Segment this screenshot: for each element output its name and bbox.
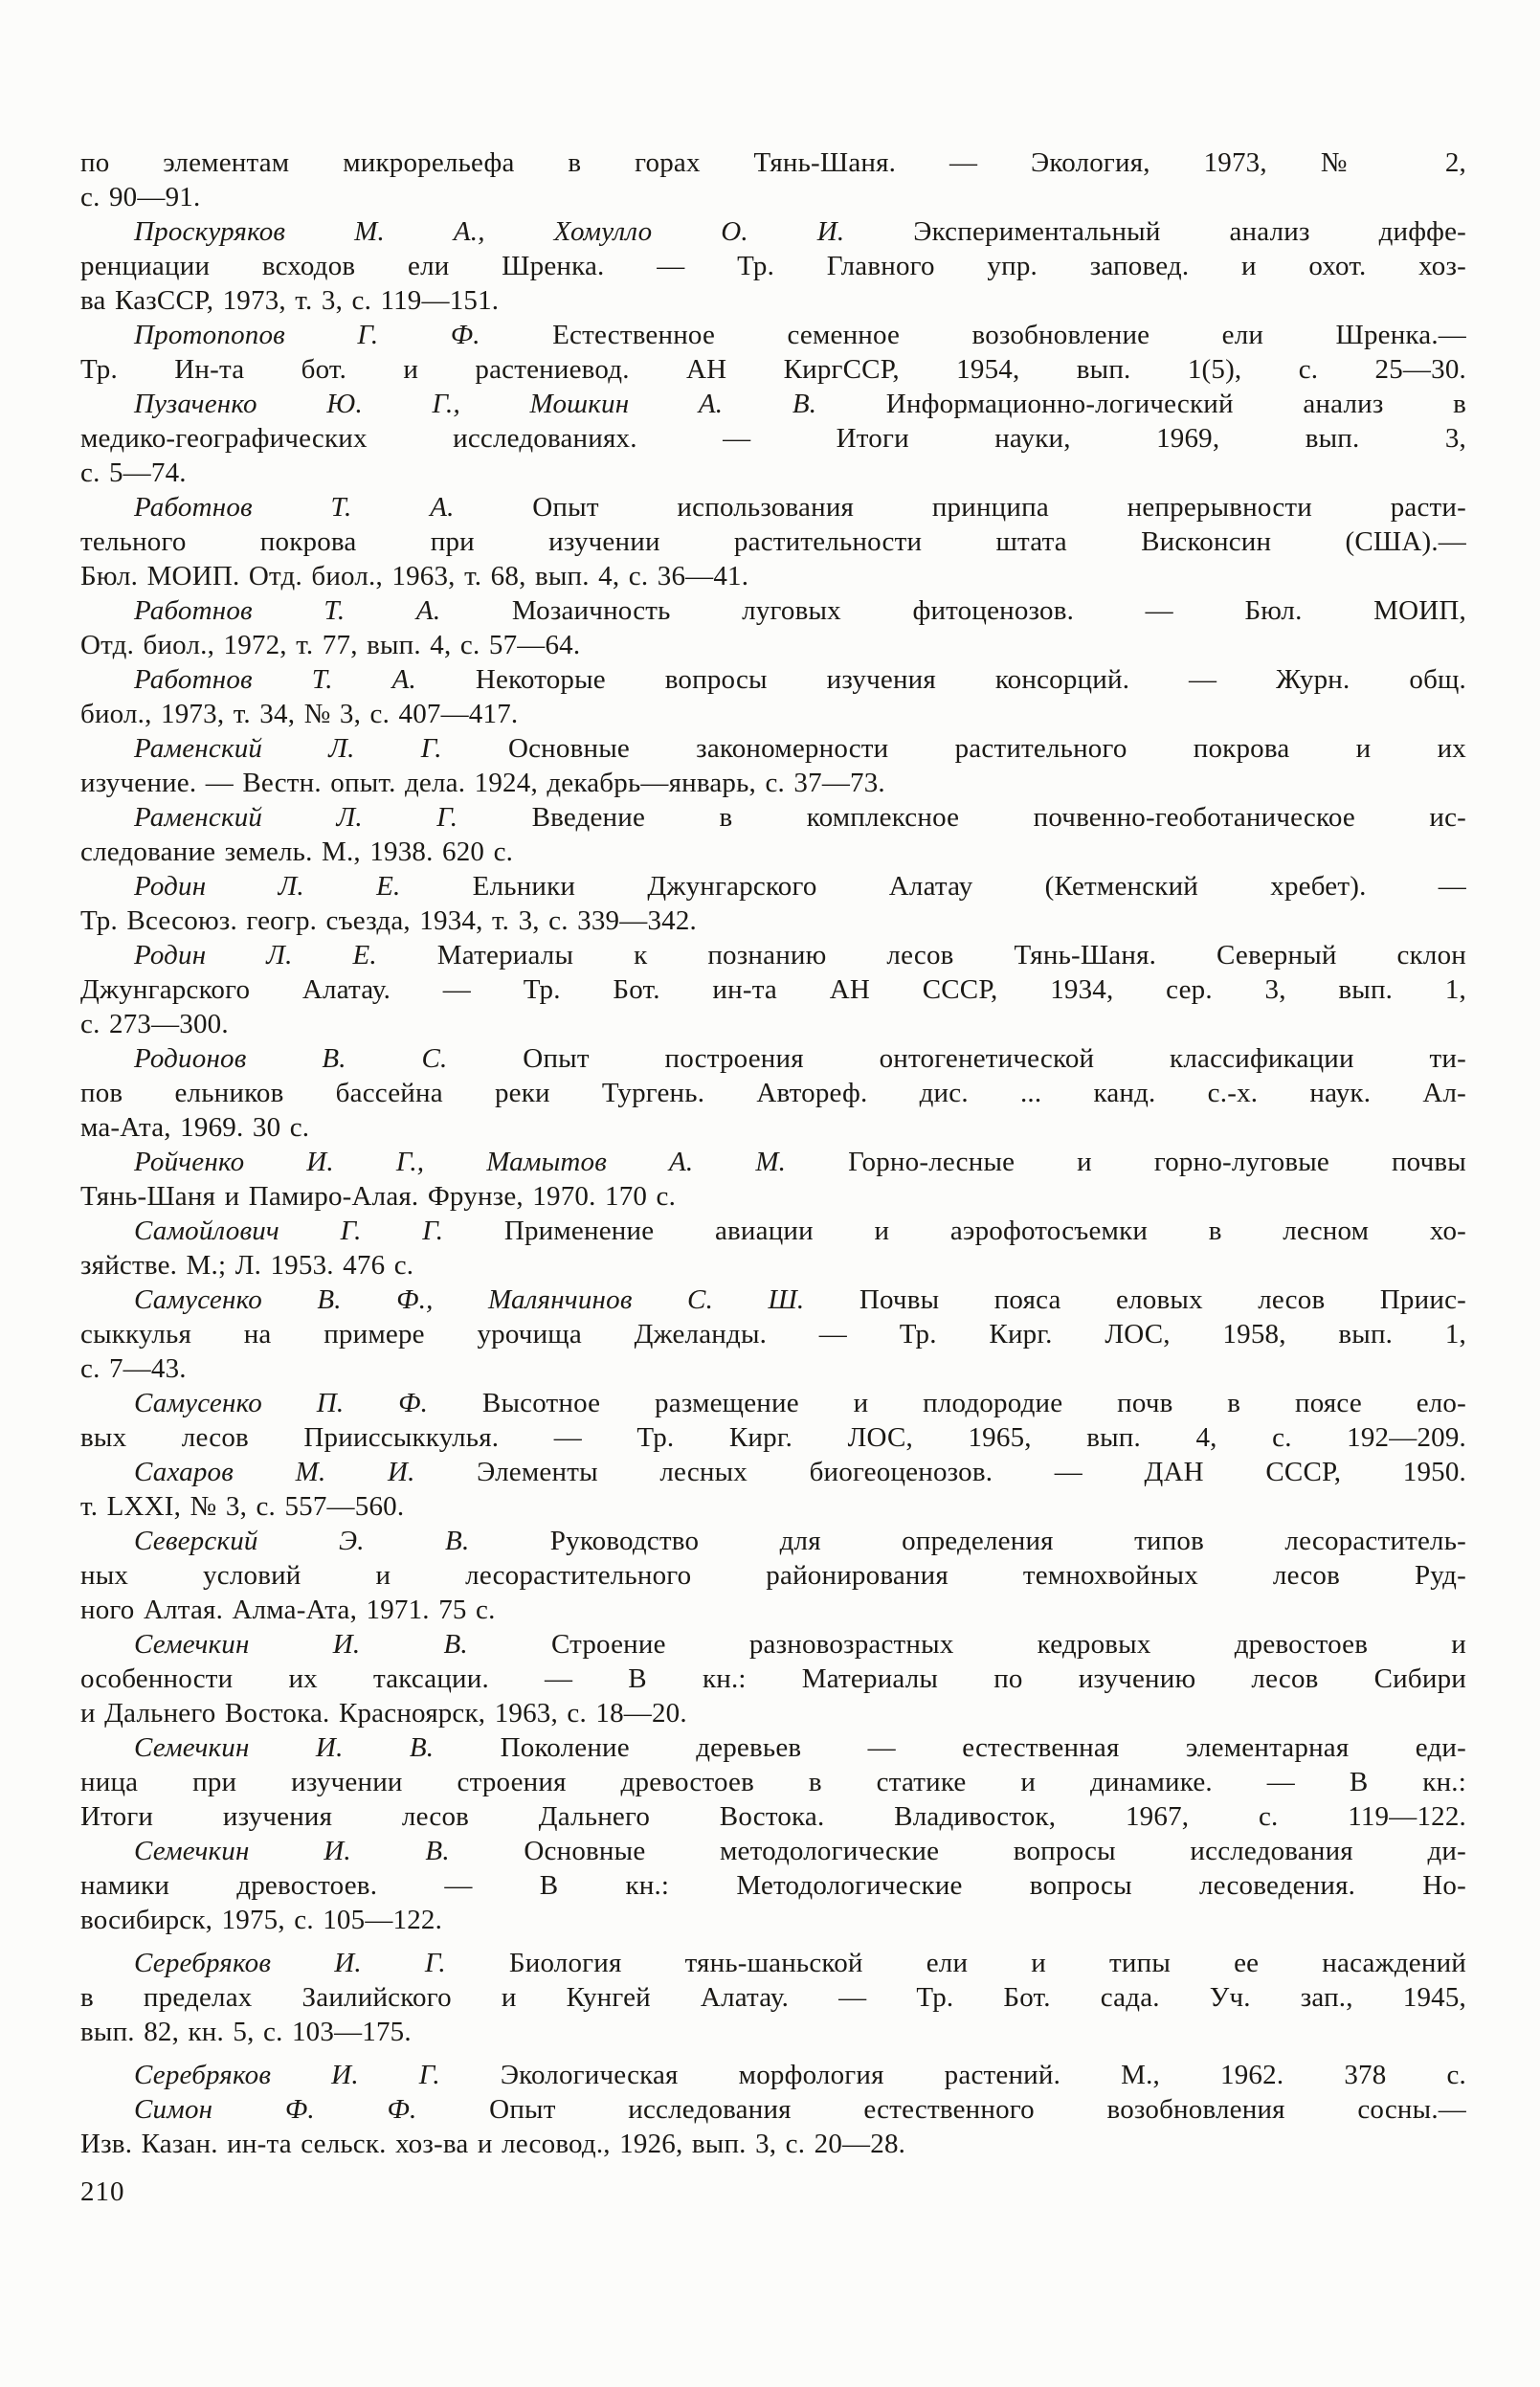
bib-line — [80, 1145, 1466, 1179]
entry-text: ных условий и лесорастительного районирования темнохвойных лесов Руд- — [80, 1560, 1466, 1591]
bib-line — [80, 1214, 1466, 1248]
author-name: Сахаров М. И. — [134, 1457, 415, 1487]
entry-text: Информационно-логический анализ в — [816, 389, 1466, 419]
entry-text: Элементы лесных биогеоценозов. — ДАН СССР, 1950. — [414, 1457, 1466, 1487]
bib-line — [80, 1799, 1466, 1834]
bib-entry — [80, 1834, 1466, 1937]
bib-line — [80, 249, 1466, 283]
bib-entry — [80, 1145, 1466, 1214]
bib-line — [80, 214, 1466, 249]
entry-text: Мозаичность луговых фитоценозов. — Бюл. МОИП, — [440, 595, 1466, 626]
entry-text: с. 5—74. — [80, 457, 187, 488]
entry-text: ница при изучении строения древостоев в статике и динамике. — В кн.: — [80, 1767, 1466, 1797]
entry-text: по элементам микрорельефа в горах Тянь-Шаня. — Экология, 1973, № 2, — [80, 147, 1466, 178]
author-name: Семечкин И. В. — [134, 1732, 435, 1763]
entry-text: Некоторые вопросы изучения консорций. — Журн. общ. — [415, 664, 1467, 695]
entry-text: пов ельников бассейна реки Тургень. Автореф. дис. ... канд. с.-х. наук. Ал- — [80, 1078, 1466, 1108]
bib-line — [80, 1868, 1466, 1903]
bib-line — [80, 697, 1466, 731]
bib-line — [80, 972, 1466, 1007]
bib-line — [80, 1007, 1466, 1041]
bib-line — [80, 1351, 1466, 1386]
bib-entry — [80, 869, 1466, 938]
entry-text: Бюл. МОИП. Отд. биол., 1963, т. 68, вып. 4, с. 36—41. — [80, 561, 749, 591]
bib-line — [80, 2127, 1466, 2161]
bib-line — [80, 1765, 1466, 1799]
entry-text: Естественное семенное возобновление ели Шренка.— — [480, 320, 1467, 350]
entry-text: Тр. Всесоюз. геогр. съезда, 1934, т. 3, с. 339—342. — [80, 905, 698, 936]
entry-text: биол., 1973, т. 34, № 3, с. 407—417. — [80, 699, 519, 729]
bib-entry — [80, 800, 1466, 869]
bib-line — [80, 2015, 1466, 2049]
bib-line — [80, 2058, 1466, 2092]
bib-entry — [80, 1214, 1466, 1283]
bib-line — [80, 283, 1466, 318]
entry-text: Опыт построения онтогенетической классификации ти- — [447, 1043, 1466, 1074]
entry-text: и Дальнего Востока. Красноярск, 1963, с. 18—20. — [80, 1698, 687, 1729]
bib-line — [80, 1627, 1466, 1662]
entry-text: ма-Ата, 1969. 30 с. — [80, 1112, 310, 1143]
bib-line — [80, 145, 1466, 180]
author-name: Родин Л. Е. — [134, 871, 401, 902]
bib-line — [80, 456, 1466, 490]
entry-text: с. 90—91. — [80, 182, 201, 212]
entry-text: Введение в комплексное почвенно-геоботаническое ис- — [458, 802, 1466, 833]
entry-text: Джунгарского Алатау. — Тр. Бот. ин-та АН СССР, 1934, сер. 3, вып. 1, — [80, 974, 1466, 1005]
entry-text: с. 273—300. — [80, 1009, 229, 1039]
bib-line — [80, 1696, 1466, 1730]
bib-line — [80, 421, 1466, 456]
bib-line — [80, 1558, 1466, 1593]
bib-line — [80, 1834, 1466, 1868]
author-name: Северский Э. В. — [134, 1526, 470, 1556]
bib-entry — [80, 1946, 1466, 2049]
bib-line — [80, 1980, 1466, 2015]
bib-line — [80, 1179, 1466, 1214]
bib-line — [80, 1593, 1466, 1627]
bib-entry — [80, 938, 1466, 1041]
bib-line — [80, 1076, 1466, 1110]
author-name: Ройченко И. Г., Мамытов А. М. — [134, 1147, 787, 1177]
entry-text: следование земель. М., 1938. 620 с. — [80, 837, 514, 867]
entry-text: в пределах Заилийского и Кунгей Алатау. — Тр. Бот. сада. Уч. зап., 1945, — [80, 1982, 1466, 2013]
entry-text: ренциации всходов ели Шренка. — Тр. Главного упр. заповед. и охот. хоз- — [80, 251, 1466, 281]
bib-entry — [80, 387, 1466, 490]
entry-text: вып. 82, кн. 5, с. 103—175. — [80, 2017, 412, 2047]
bib-line — [80, 1248, 1466, 1283]
entry-text: медико-географических исследованиях. — Итоги науки, 1969, вып. 3, — [80, 423, 1466, 454]
entry-text: ва КазССР, 1973, т. 3, с. 119—151. — [80, 285, 500, 316]
author-name: Работнов Т. А. — [134, 595, 441, 626]
bib-line — [80, 903, 1466, 938]
bib-entry — [80, 2092, 1466, 2161]
bib-line — [80, 869, 1466, 903]
bib-line — [80, 731, 1466, 766]
author-name: Симон Ф. Ф. — [134, 2094, 417, 2125]
bib-line — [80, 1662, 1466, 1696]
entry-text: с. 7—43. — [80, 1353, 187, 1384]
entry-text: Материалы к познанию лесов Тянь-Шаня. Северный склон — [376, 940, 1466, 970]
bib-line — [80, 318, 1466, 352]
bib-entry — [80, 1627, 1466, 1730]
author-name: Протопопов Г. Ф. — [134, 320, 480, 350]
bibliography-list — [80, 145, 1466, 2161]
bib-entry — [80, 662, 1466, 731]
entry-text: намики древостоев. — В кн.: Методологические вопросы лесоведения. Но- — [80, 1870, 1466, 1901]
bib-entry — [80, 1524, 1466, 1627]
bib-line — [80, 938, 1466, 972]
bib-line — [80, 1420, 1466, 1455]
entry-text: Основные закономерности растительного покрова и их — [441, 733, 1466, 764]
author-name: Родин Л. Е. — [134, 940, 377, 970]
entry-text: Тянь-Шаня и Памиро-Алая. Фрунзе, 1970. 170 с. — [80, 1181, 677, 1212]
entry-text: Основные методологические вопросы исследования ди- — [449, 1836, 1466, 1866]
bib-entry — [80, 145, 1466, 214]
entry-text: т. LXXI, № 3, с. 557—560. — [80, 1491, 405, 1522]
bib-line — [80, 628, 1466, 662]
bib-line — [80, 490, 1466, 524]
bib-line — [80, 2092, 1466, 2127]
bib-line — [80, 180, 1466, 214]
author-name: Проскуряков М. А., Хомулло О. И. — [134, 216, 845, 247]
bib-line — [80, 1283, 1466, 1317]
bib-line — [80, 1903, 1466, 1937]
entry-text: Изв. Казан. ин-та сельск. хоз-ва и лесовод., 1926, вып. 3, с. 20—28. — [80, 2129, 906, 2159]
entry-text: Опыт исследования естественного возобновления сосны.— — [416, 2094, 1466, 2125]
entry-text: Биология тянь-шаньской ели и типы ее насаждений — [445, 1948, 1467, 1978]
author-name: Самойлович Г. Г. — [134, 1216, 444, 1246]
bib-entry — [80, 1730, 1466, 1834]
entry-text: тельного покрова при изучении растительности штата Висконсин (США).— — [80, 526, 1466, 557]
bib-line — [80, 1110, 1466, 1145]
bib-line — [80, 593, 1466, 628]
author-name: Работнов Т. А. — [134, 664, 416, 695]
entry-text: Высотное размещение и плодородие почв в поясе ело- — [428, 1388, 1466, 1418]
entry-text: Экспериментальный анализ диффе- — [844, 216, 1466, 247]
entry-text: Поколение деревьев — естественная элементарная еди- — [434, 1732, 1466, 1763]
entry-text: Строение разновозрастных кедровых древостоев и — [467, 1629, 1466, 1660]
entry-text: особенности их таксации. — В кн.: Материалы по изучению лесов Сибири — [80, 1663, 1466, 1694]
entry-text: Почвы пояса еловых лесов Приис- — [804, 1284, 1466, 1315]
entry-text: Отд. биол., 1972, т. 77, вып. 4, с. 57—64. — [80, 630, 581, 660]
entry-text: Экологическая морфология растений. М., 1962. 378 с. — [439, 2060, 1466, 2090]
bib-line — [80, 352, 1466, 387]
entry-text: Опыт использования принципа непрерывности расти- — [454, 492, 1466, 523]
bib-line — [80, 766, 1466, 800]
entry-text: ного Алтая. Алма-Ата, 1971. 75 с. — [80, 1595, 496, 1625]
bib-line — [80, 1946, 1466, 1980]
entry-text: изучение. — Вестн. опыт. дела. 1924, декабрь—январь, с. 37—73. — [80, 768, 885, 798]
bib-line — [80, 559, 1466, 593]
bib-entry — [80, 731, 1466, 800]
bib-line — [80, 835, 1466, 869]
bib-line — [80, 1386, 1466, 1420]
bib-line — [80, 524, 1466, 559]
page-number: 210 — [80, 2176, 125, 2207]
author-name: Работнов Т. А. — [134, 492, 455, 523]
bib-line — [80, 1730, 1466, 1765]
author-name: Семечкин И. В. — [134, 1629, 468, 1660]
bib-line — [80, 1317, 1466, 1351]
bib-line — [80, 1524, 1466, 1558]
bib-line — [80, 800, 1466, 835]
entry-text: Горно-лесные и горно-луговые почвы — [786, 1147, 1466, 1177]
author-name: Самусенко В. Ф., Малянчинов С. Ш. — [134, 1284, 805, 1315]
bib-entry — [80, 1386, 1466, 1455]
entry-text: Применение авиации и аэрофотосъемки в лесном хо- — [443, 1216, 1466, 1246]
entry-text: восибирск, 1975, с. 105—122. — [80, 1905, 443, 1935]
bib-entry — [80, 318, 1466, 387]
bib-entry — [80, 1283, 1466, 1386]
bib-line — [80, 1489, 1466, 1524]
author-name: Раменский Л. Г. — [134, 733, 442, 764]
bib-line — [80, 387, 1466, 421]
author-name: Семечкин И. В. — [134, 1836, 450, 1866]
bib-line — [80, 1455, 1466, 1489]
entry-text: вых лесов Прииссыккулья. — Тр. Кирг. ЛОС, 1965, вып. 4, с. 192—209. — [80, 1422, 1466, 1453]
author-name: Серебряков И. Г. — [134, 1948, 446, 1978]
bib-line — [80, 662, 1466, 697]
author-name: Серебряков И. Г. — [134, 2060, 440, 2090]
entry-text: Ельники Джунгарского Алатау (Кетменский хребет). — — [400, 871, 1466, 902]
author-name: Пузаченко Ю. Г., Мошкин А. В. — [134, 389, 817, 419]
entry-text: сыккулья на примере урочища Джеланды. — Тр. Кирг. ЛОС, 1958, вып. 1, — [80, 1319, 1466, 1350]
bib-entry — [80, 2058, 1466, 2092]
bib-line — [80, 1041, 1466, 1076]
bib-entry — [80, 1455, 1466, 1524]
entry-text: зяйстве. М.; Л. 1953. 476 с. — [80, 1250, 414, 1281]
author-name: Раменский Л. Г. — [134, 802, 458, 833]
author-name: Самусенко П. Ф. — [134, 1388, 429, 1418]
entry-text: Итоги изучения лесов Дальнего Востока. Владивосток, 1967, с. 119—122. — [80, 1801, 1466, 1832]
entry-text: Руководство для определения типов лесораститель- — [469, 1526, 1466, 1556]
author-name: Родионов В. С. — [134, 1043, 448, 1074]
entry-text: Тр. Ин-та бот. и растениевод. АН КиргССР, 1954, вып. 1(5), с. 25—30. — [80, 354, 1466, 385]
bib-entry — [80, 214, 1466, 318]
bib-entry — [80, 593, 1466, 662]
bib-entry — [80, 1041, 1466, 1145]
bib-entry — [80, 490, 1466, 593]
